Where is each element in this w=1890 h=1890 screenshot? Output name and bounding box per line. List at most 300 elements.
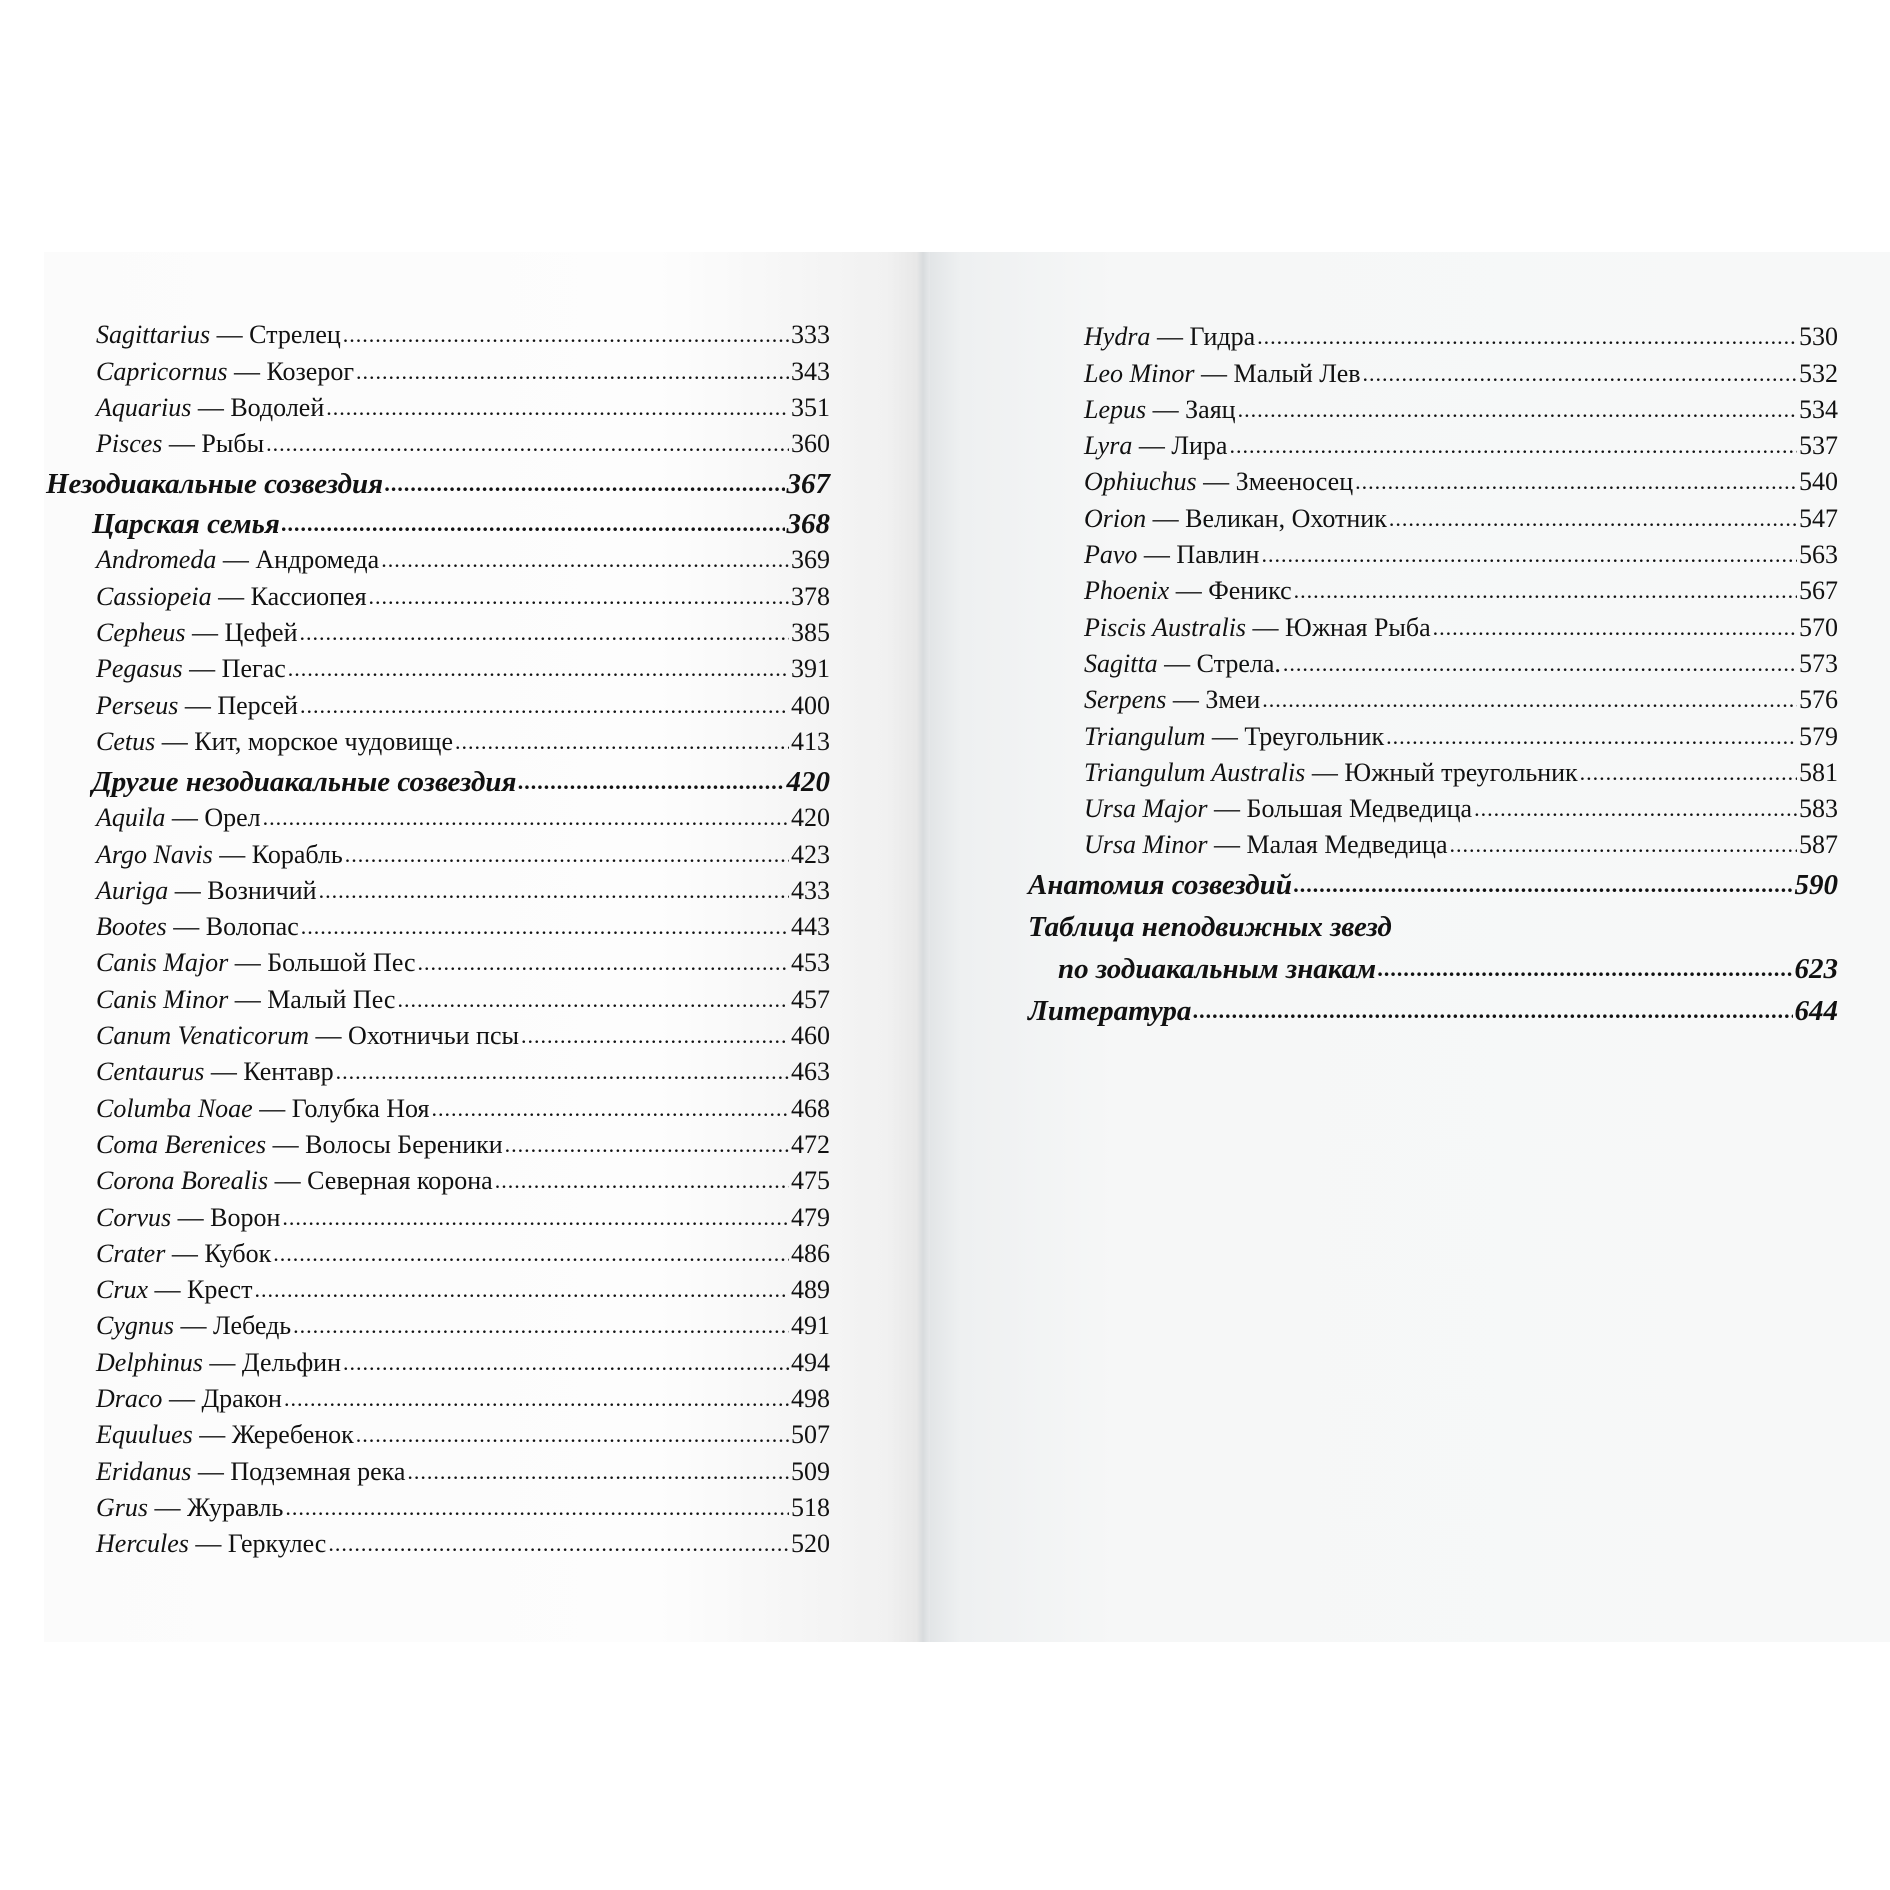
page-number: 400 [791,690,830,720]
dash: — [272,1129,299,1159]
toc-section-heading[interactable] [1028,986,1838,1026]
toc-entry-pavo[interactable] [1028,534,1838,570]
page-number: 520 [791,1529,830,1559]
toc-entry-equulues[interactable] [46,1414,830,1450]
dash: — [1252,612,1279,642]
toc-entry-cygnus[interactable] [46,1305,830,1341]
toc-section-fixed-stars-table[interactable] [1028,900,1838,986]
russian-name: Лира [1171,431,1228,461]
dot-leader [432,1098,789,1120]
toc-entry-pegasus[interactable] [46,648,830,684]
dash: — [315,1021,342,1051]
dot-leader [263,807,789,829]
latin-name: Eridanus [96,1456,192,1486]
page-number: 420 [786,765,830,798]
latin-name: Piscis Australis [1084,612,1247,642]
dot-leader [345,844,789,866]
toc-section-heading[interactable] [46,757,830,797]
page-number: 486 [791,1238,830,1268]
toc-entry-delphinus[interactable] [46,1341,830,1377]
toc-section-heading[interactable] [46,459,830,499]
latin-name: Columba Noae [96,1093,253,1123]
latin-name: Aquarius [96,392,192,422]
dot-leader [1261,544,1797,566]
toc-section-heading[interactable] [1028,860,1838,900]
latin-name: Corvus [96,1202,172,1232]
latin-name: Hercules [96,1529,189,1559]
russian-name: Волопас [205,912,299,942]
russian-name: Возничий [207,875,317,905]
dash: — [177,1202,204,1232]
page-number: 498 [791,1384,830,1414]
russian-name: Крест [187,1275,253,1305]
russian-name: Андромеда [255,545,380,575]
page-number: 463 [791,1057,830,1087]
toc-entry-argo-navis[interactable] [46,833,830,869]
russian-name: Орел [204,803,261,833]
russian-name: Лебедь [213,1311,292,1341]
page-number: 573 [1799,648,1838,678]
latin-name: Draco [96,1384,163,1414]
dot-leader [455,731,789,753]
dot-leader [1193,1000,1792,1022]
toc-entry-corvus[interactable] [46,1196,830,1232]
russian-name: Голубка Ноя [291,1093,430,1123]
page-number: 509 [791,1456,830,1486]
latin-name: Delphinus [96,1347,203,1377]
latin-name: Canum Venaticorum [96,1021,310,1051]
dash: — [216,320,243,350]
dot-leader [1294,580,1797,602]
toc-entry-andromeda[interactable] [46,539,830,575]
dash: — [174,875,201,905]
russian-name: Цефей [224,618,298,648]
toc-entry-cepheus[interactable] [46,612,830,648]
toc-entry-cetus[interactable] [46,721,830,757]
toc-entry-aquarius[interactable] [46,387,830,423]
dot-leader [282,513,785,535]
latin-name: Triangulum [1084,721,1206,751]
page-number: 479 [791,1202,830,1232]
page-number: 413 [791,726,830,756]
russian-name: Рыбы [201,429,265,459]
latin-name: Cassiopeia [96,581,212,611]
latin-name: Cepheus [96,618,186,648]
page-number: 590 [1794,869,1838,902]
dash: — [184,690,211,720]
toc-entry-triangulum-australis[interactable] [1028,752,1838,788]
russian-name: Южная Рыба [1285,612,1431,642]
toc-entry-triangulum[interactable] [1028,715,1838,751]
toc-entry-crux[interactable] [46,1269,830,1305]
latin-name: Ursa Minor [1084,830,1208,860]
dash: — [1214,794,1241,824]
dot-leader [356,1424,789,1446]
page-number: 420 [791,803,830,833]
latin-name: Pegasus [96,654,183,684]
russian-name: Водолей [230,392,325,422]
dash: — [171,1238,198,1268]
dot-leader [293,1315,789,1337]
russian-name: Журавль [187,1492,284,1522]
dot-leader [1294,874,1793,896]
toc-entry-lyra[interactable] [1028,425,1838,461]
russian-name: Малая Медведица [1246,830,1448,860]
page-number: 457 [791,984,830,1014]
toc-entry-cassiopeia[interactable] [46,575,830,611]
dot-leader [521,1025,789,1047]
latin-name: Leo Minor [1084,358,1195,388]
toc-entry-perseus[interactable] [46,684,830,720]
latin-name: Centaurus [96,1057,205,1087]
latin-name: Hydra [1084,322,1151,352]
dot-leader [300,695,789,717]
page-number: 644 [1794,995,1838,1028]
toc-entry-capricornus[interactable] [46,350,830,386]
dot-leader [288,658,789,680]
toc-entry-hydra[interactable] [1028,316,1838,352]
dash: — [218,581,245,611]
dash: — [173,912,200,942]
latin-name: Andromeda [96,545,217,575]
page-number: 507 [791,1420,830,1450]
page-number: 530 [1799,322,1838,352]
dot-leader [1229,435,1797,457]
toc-entry-ursa-major[interactable] [1028,788,1838,824]
toc-entry-columba-noae[interactable] [46,1087,830,1123]
latin-name: Orion [1084,503,1147,533]
page-number: 579 [1799,721,1838,751]
russian-name: Гидра [1189,322,1256,352]
page-number: 532 [1799,358,1838,388]
russian-name: Змееносец [1235,467,1354,497]
dot-leader [495,1170,789,1192]
toc-entry-bootes[interactable] [46,906,830,942]
dot-leader [343,1352,789,1374]
latin-name: Lepus [1084,394,1147,424]
dash: — [233,356,260,386]
toc-entry-crater[interactable] [46,1233,830,1269]
dash: — [195,1529,222,1559]
russian-name: Стрелец [249,320,341,350]
toc-left-list [46,314,830,1559]
russian-name: Феникс [1208,576,1292,606]
dash: — [1138,431,1165,461]
dash: — [209,1347,236,1377]
russian-name: Заяц [1185,394,1236,424]
dash: — [1214,830,1241,860]
page-number: 343 [791,356,830,386]
dot-leader [254,1279,789,1301]
latin-name: Canis Minor [96,984,229,1014]
latin-name: Canis Major [96,948,229,978]
dash: — [1152,394,1179,424]
latin-name: Perseus [96,690,179,720]
toc-right-list [1028,316,1838,1026]
dash: — [154,1275,181,1305]
dot-leader [385,473,784,495]
dot-leader [285,1497,789,1519]
page-number: 583 [1799,794,1838,824]
page-number: 360 [791,429,830,459]
dash: — [1201,358,1227,388]
latin-name: Crater [96,1238,166,1268]
russian-name: Жеребенок [231,1420,354,1450]
dash: — [1203,467,1230,497]
russian-name: Персей [217,690,298,720]
section-title: Литература [1028,995,1192,1028]
page-number: 563 [1799,540,1838,570]
dot-leader [518,771,784,793]
russian-name: Подземная река [230,1456,406,1486]
latin-name: Auriga [96,875,169,905]
dash: — [274,1166,301,1196]
dot-leader [319,880,789,902]
russian-name: Большая Медведица [1246,794,1473,824]
russian-name: Дракон [201,1384,282,1414]
page-number: 460 [791,1021,830,1051]
dash: — [1211,721,1238,751]
dot-leader [1283,653,1797,675]
latin-name: Cetus [96,726,156,756]
dot-leader [1262,689,1797,711]
page-number: 547 [1799,503,1838,533]
toc-entry-auriga[interactable] [46,870,830,906]
dash: — [161,726,188,756]
dash: — [168,1384,195,1414]
section-title: Анатомия созвездий [1028,869,1292,902]
dot-leader [1580,762,1797,784]
latin-name: Triangulum Australis [1084,757,1306,787]
page-number: 623 [1794,953,1838,986]
dot-leader [1433,617,1797,639]
toc-entry-lepus[interactable] [1028,389,1838,425]
page-number: 378 [791,581,830,611]
latin-name: Grus [96,1492,149,1522]
latin-name: Argo Navis [96,839,213,869]
dash: — [168,429,195,459]
russian-name: Малый Пес [267,984,396,1014]
page-number: 489 [791,1275,830,1305]
latin-name: Aquila [96,803,166,833]
section-title: Другие незодиакальные созвездия [92,765,517,798]
page-number: 453 [791,948,830,978]
page-number: 369 [791,545,830,575]
latin-name: Sagitta [1084,648,1158,678]
toc-entry-ophiuchus[interactable] [1028,461,1838,497]
dash: — [1172,685,1199,715]
page-number: 567 [1799,576,1838,606]
page-number: 433 [791,875,830,905]
section-title-cont: по зодиакальным знакам [1058,953,1377,986]
toc-entry-sagittarius[interactable] [46,314,830,350]
dot-leader [397,989,789,1011]
toc-entry-pisces[interactable] [46,423,830,459]
page-number: 540 [1799,467,1838,497]
page-number: 367 [786,468,830,501]
page-number: 576 [1799,685,1838,715]
page-number: 333 [791,320,830,350]
russian-name: Корабль [251,839,343,869]
russian-name: Малый Лев [1233,358,1361,388]
toc-entry-sagitta[interactable] [1028,643,1838,679]
dot-leader [1355,471,1797,493]
page-number: 581 [1799,757,1838,787]
russian-name: Кентавр [243,1057,334,1087]
toc-entry-ursa-minor[interactable] [1028,824,1838,860]
page-number: 587 [1799,830,1838,860]
latin-name: Crux [96,1275,148,1305]
toc-entry-coma-berenices[interactable] [46,1124,830,1160]
section-title: Царская семья [92,508,280,541]
russian-name: Великан, Охотник [1185,503,1387,533]
dot-leader [299,622,789,644]
toc-entry-corona-borealis[interactable] [46,1160,830,1196]
dot-leader [301,916,789,938]
dot-leader [407,1461,789,1483]
page-number: 537 [1799,431,1838,461]
toc-entry-serpens[interactable] [1028,679,1838,715]
latin-name: Ophiuchus [1084,467,1197,497]
page-number: 468 [791,1093,830,1123]
dot-leader [418,952,789,974]
dot-leader [1238,399,1797,421]
dash: — [171,803,198,833]
page-number: 385 [791,618,830,648]
toc-entry-phoenix[interactable] [1028,570,1838,606]
latin-name: Corona Borealis [96,1166,269,1196]
dot-leader [282,1207,789,1229]
dot-leader [1363,363,1797,385]
dash: — [1143,540,1170,570]
russian-name: Кит, морское чудовище [194,726,453,756]
dot-leader [326,397,789,419]
dot-leader [1386,726,1797,748]
dash: — [199,1420,226,1450]
latin-name: Capricornus [96,356,228,386]
russian-name: Пегас [221,654,286,684]
dot-leader [1450,834,1798,856]
page-number: 534 [1799,394,1838,424]
dash: — [189,654,216,684]
toc-section-heading[interactable] [46,499,830,539]
dash: — [1175,576,1202,606]
page-number: 570 [1799,612,1838,642]
page-number: 475 [791,1166,830,1196]
dash: — [210,1057,237,1087]
dot-leader [273,1243,789,1265]
dash: — [180,1311,207,1341]
dash: — [197,1456,224,1486]
page-number: 423 [791,839,830,869]
dot-leader [336,1061,789,1083]
toc-entry-canis-minor[interactable] [46,978,830,1014]
dash: — [1164,648,1191,678]
toc-entry-leo-minor[interactable] [1028,352,1838,388]
latin-name: Lyra [1084,431,1133,461]
latin-name: Bootes [96,912,167,942]
page-number: 368 [786,508,830,541]
dash: — [154,1492,181,1522]
toc-entry-aquila[interactable] [46,797,830,833]
toc-entry-grus[interactable] [46,1487,830,1523]
russian-name: Стрела. [1196,648,1281,678]
latin-name: Coma Berenices [96,1129,267,1159]
russian-name: Южный треугольник [1344,757,1578,787]
russian-name: Волосы Береники [305,1129,503,1159]
section-title: Таблица неподвижных звезд [1028,911,1392,944]
book-gutter [916,252,930,1642]
dot-leader [1389,508,1797,530]
dot-leader [1474,798,1797,820]
latin-name: Pisces [96,429,163,459]
page-number: 443 [791,912,830,942]
dash: — [222,545,249,575]
dot-leader [381,549,789,571]
latin-name: Pavo [1084,540,1138,570]
russian-name: Геркулес [227,1529,327,1559]
russian-name: Кубок [204,1238,272,1268]
toc-entry-draco[interactable] [46,1378,830,1414]
dash: — [192,618,219,648]
page-number: 491 [791,1311,830,1341]
latin-name: Phoenix [1084,576,1170,606]
russian-name: Павлин [1176,540,1260,570]
dot-leader [1378,958,1792,980]
dash: — [197,392,224,422]
page-number: 518 [791,1492,830,1522]
toc-entry-eridanus[interactable] [46,1450,830,1486]
russian-name: Ворон [210,1202,281,1232]
russian-name: Козерог [266,356,354,386]
dot-leader [284,1388,789,1410]
russian-name: Треугольник [1244,721,1385,751]
russian-name: Змеи [1205,685,1261,715]
toc-entry-piscis-australis[interactable] [1028,606,1838,642]
dash: — [219,839,246,869]
toc-entry-canis-major[interactable] [46,942,830,978]
section-title: Незодиакальные созвездия [46,468,384,501]
toc-entry-centaurus[interactable] [46,1051,830,1087]
page-number: 391 [791,654,830,684]
toc-entry-hercules[interactable] [46,1523,830,1559]
russian-name: Дельфин [241,1347,341,1377]
dot-leader [266,433,789,455]
dash: — [1311,757,1338,787]
latin-name: Ursa Major [1084,794,1208,824]
russian-name: Охотничьи псы [348,1021,519,1051]
dot-leader [356,361,789,383]
latin-name: Equulues [96,1420,193,1450]
latin-name: Sagittarius [96,320,211,350]
dot-leader [505,1134,789,1156]
dash: — [234,984,261,1014]
page-number: 351 [791,392,830,422]
dot-leader [343,324,789,346]
dash: — [1156,322,1183,352]
dash: — [234,948,261,978]
dot-leader [369,586,789,608]
toc-entry-orion[interactable] [1028,497,1838,533]
page-number: 494 [791,1347,830,1377]
toc-entry-canum-venaticorum[interactable] [46,1015,830,1051]
russian-name: Кассиопея [250,581,367,611]
latin-name: Cygnus [96,1311,174,1341]
russian-name: Северная корона [307,1166,493,1196]
latin-name: Serpens [1084,685,1167,715]
russian-name: Большой Пес [267,948,416,978]
dash: — [1152,503,1179,533]
